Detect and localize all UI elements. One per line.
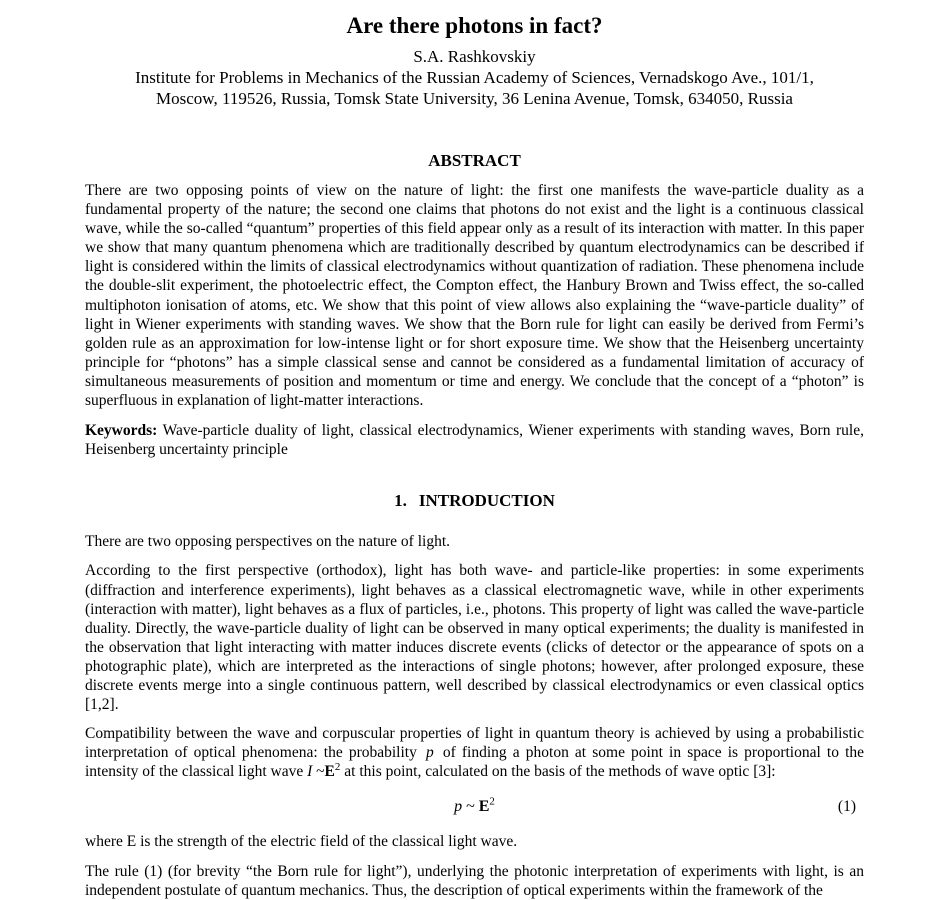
section-heading-introduction: [85, 490, 864, 511]
author: S.A. Rashkovskiy: [413, 47, 536, 66]
equation-1: [85, 796, 864, 818]
section-number: 1.: [394, 491, 407, 511]
equation-superscript: 2: [489, 796, 495, 809]
equation-tilde: ~: [462, 798, 479, 816]
paragraph-text: at this point, calculated on the basis of the methods of wave optic [3]:: [344, 763, 776, 781]
keywords-text: Wave-particle duality of light, classical electrodynamics, Wiener experiments with standing waves, Born rule, Heisenberg uncertainty principle: [85, 422, 864, 459]
intro-paragraph-3: [85, 724, 864, 781]
math-var-I: I: [307, 763, 313, 781]
math-var-E: E: [324, 763, 335, 781]
page-title: Are there photons in fact?: [346, 13, 603, 38]
paragraph-text: Compatibility between the wave and corpuscular properties of light in quantum theory is achieved by using a probabilistic interpretation of optical phenomena: the probability: [85, 725, 864, 762]
math-tilde: ~: [316, 763, 325, 781]
affiliation-line: Institute for Problems in Mechanics of the Russian Academy of Sciences, Vernadskogo Ave., 101/1,: [135, 68, 814, 87]
math-var-p: p: [425, 744, 434, 762]
keywords-paragraph: [85, 421, 864, 459]
affiliation-line: Moscow, 119526, Russia, Tomsk State University, 36 Lenina Avenue, Tomsk, 634050, Russia: [156, 89, 793, 108]
intro-paragraph-2: According to the first perspective (orthodox), light has both wave- and particle-like properties: in some experiments (diffraction and interference experiments), light behaves as a classical electromagnetic wave, while in other experiments (interaction with matter), light behaves as a flux of particles, i.e., photons. This property of light was called the wave-particle duality. Directly, the wave-particle duality of light can be observed in many optical experiments; the duality is manifested in the observation that light interacting with matter induces discrete events (clicks of detector or the appearance of spots on a photographic plate), which are interpreted as the interactions of single photons; however, after prolonged exposure, these discrete events merge into a single continuous pattern, well described by classical electrodynamics or even classical optics [1,2].: [85, 562, 864, 714]
abstract-heading: ABSTRACT: [428, 151, 521, 170]
paragraph-text: of finding a photon at some point in space is proportional to the intensity of the classical light wave: [85, 744, 865, 781]
keywords-label: Keywords:: [85, 422, 158, 440]
abstract-body: There are two opposing points of view on the nature of light: the first one manifests the wave-particle duality as a fundamental property of the nature; the second one claims that photons do not exist and the light is a continuous classical wave, while the so-called “quantum” properties of this field appear only as a result of its interaction with matter. In this paper we show that many quantum phenomena which are traditionally described by quantum electrodynamics can be described if light is considered within the limits of classical electrodynamics without quantization of radiation. These phenomena include the double-slit experiment, the photoelectric effect, the Compton effect, the Hanbury Brown and Twiss effect, the so-called multiphoton ionisation of atoms, etc. We show that this point of view allows also explaining the “wave-particle duality” of light in Wiener experiments with standing waves. We show that the Born rule for light can easily be derived from Fermi’s golden rule as an approximation for low-intense light or for short exposure time. We show that the Heisenberg uncertainty principle for “photons” has a simple classical sense and cannot be considered as a fundamental limitation of accuracy of simultaneous measurements of position and momentum or time and energy. We conclude that the concept of a “photon” is superfluous in explanation of light-matter interactions.: [85, 182, 864, 410]
section-title: INTRODUCTION: [418, 491, 555, 511]
equation-number: (1): [837, 798, 856, 816]
equation-rhs: E: [478, 798, 490, 816]
math-superscript: 2: [334, 761, 341, 774]
intro-paragraph-5: The rule (1) (for brevity “the Born rule for light”), underlying the photonic interpretation of experiments with light, is an independent postulate of quantum mechanics. Thus, the description of optical experiments within the framework of the: [85, 862, 864, 899]
equation-lhs: p: [454, 798, 463, 816]
intro-paragraph-4: where E is the strength of the electric field of the classical light wave.: [85, 833, 518, 851]
intro-paragraph-1: There are two opposing perspectives on the nature of light.: [85, 533, 450, 551]
